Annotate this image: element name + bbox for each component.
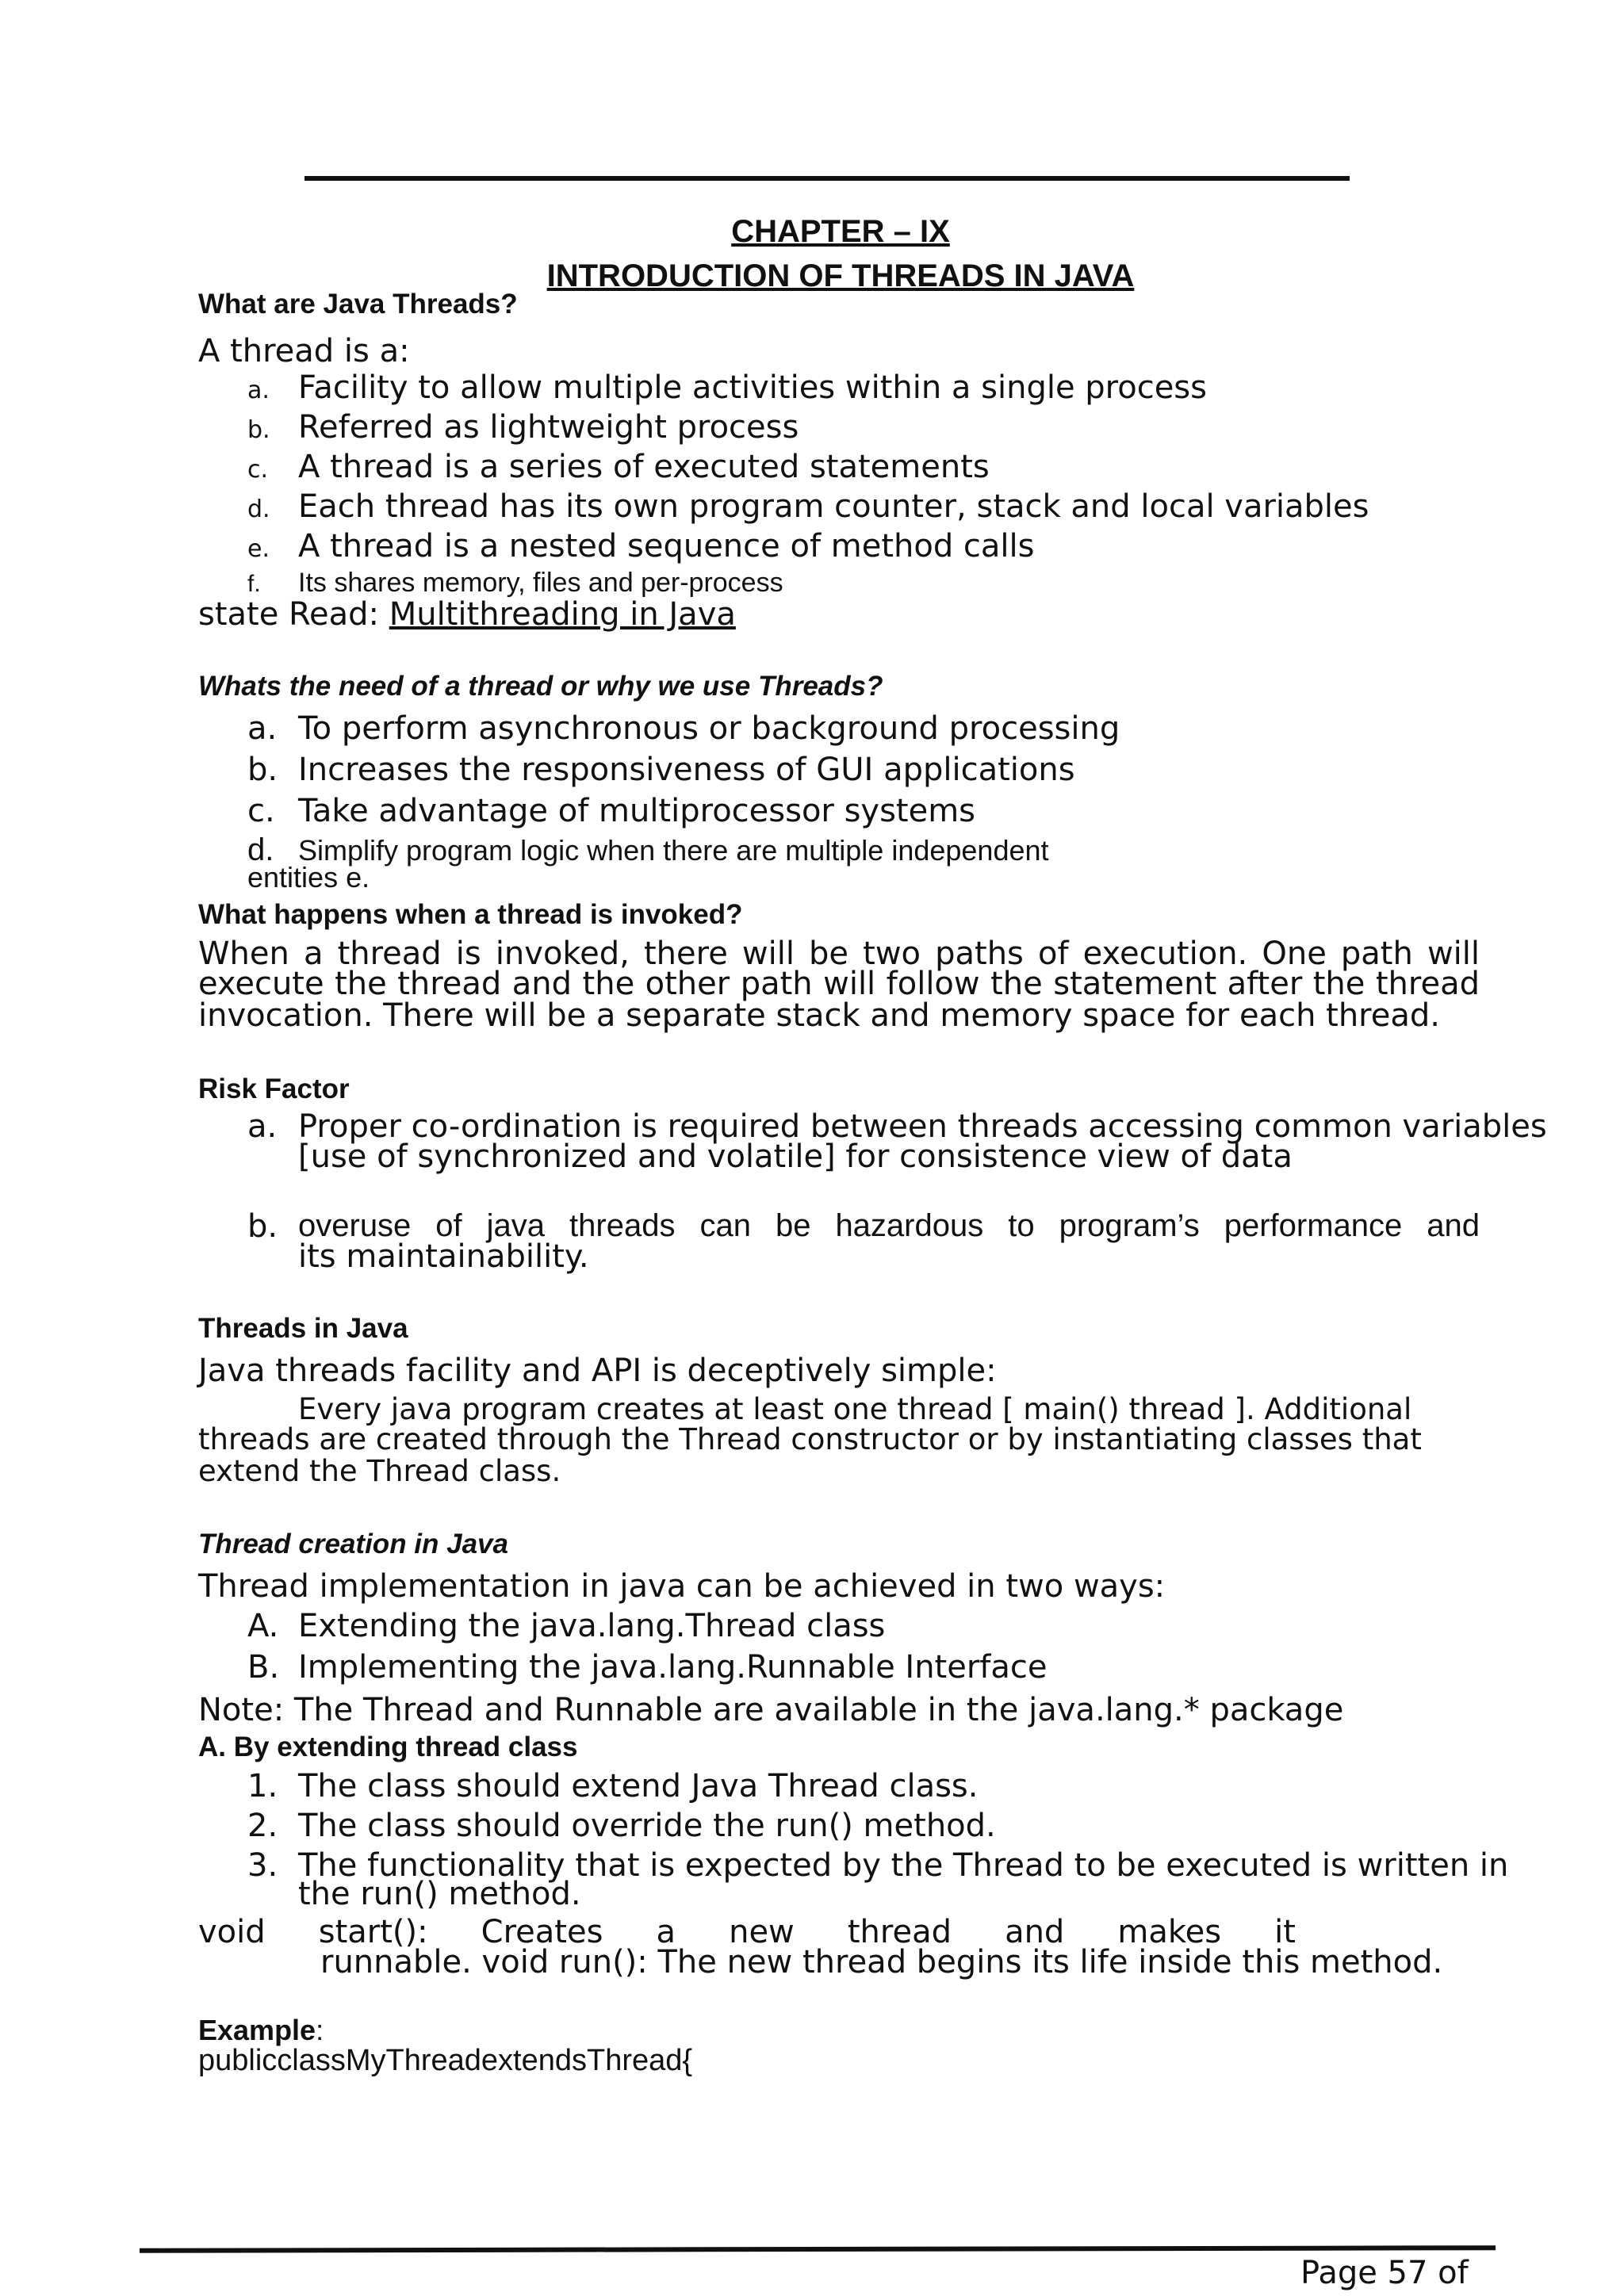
top-rule xyxy=(304,176,1350,181)
list-item: B. Implementing the java.lang.Runnable Interface xyxy=(247,1649,1048,1686)
list-item: f. Its shares memory, files and per-process xyxy=(247,568,783,598)
thread-intro: A thread is a: xyxy=(198,333,410,369)
list-item-continuation: the run() method. xyxy=(298,1876,581,1912)
list-item-continuation: its maintainability. xyxy=(298,1238,589,1275)
section-heading-extending-thread: A. By extending thread class xyxy=(198,1732,578,1762)
list-item: a. To perform asynchronous or background processing xyxy=(247,710,1120,747)
section-heading-threads-in-java: Threads in Java xyxy=(198,1313,408,1344)
list-item: a. Proper co-ordination is required between threads accessing common variables xyxy=(247,1108,1547,1145)
example-label: Example: xyxy=(198,2014,324,2046)
void-start-line: void start(): Creates a new thread and makes it xyxy=(198,1914,1296,1950)
paragraph-line: Every java program creates at least one thread [ main() thread ]. Additional xyxy=(298,1392,1412,1426)
list-item: 2. The class should override the run() method. xyxy=(247,1808,996,1844)
section-heading-java-threads: What are Java Threads? xyxy=(198,289,518,320)
paragraph-line: threads are created through the Thread constructor or by instantiating classes that xyxy=(198,1422,1422,1456)
list-continuation: entities e. xyxy=(247,861,370,894)
list-item: d. Simplify program logic when there are multiple independent xyxy=(247,832,1049,867)
list-item: d. Each thread has its own program counter, stack and local variables xyxy=(247,488,1369,525)
paragraph-line: execute the thread and the other path will follow the statement after the thread xyxy=(198,966,1480,1002)
example-code: publicclassMyThreadextendsThread{ xyxy=(198,2044,693,2077)
list-item: c. Take advantage of multiprocessor systems xyxy=(247,793,976,829)
void-run-line: runnable. void run(): The new thread begins its life inside this method. xyxy=(320,1944,1443,1980)
list-item: a. Facility to allow multiple activities within a single process xyxy=(247,369,1207,406)
section-heading-need-thread: Whats the need of a thread or why we use Threads? xyxy=(198,671,883,702)
list-item: b. Referred as lightweight process xyxy=(247,409,799,446)
list-item: 3. The functionality that is expected by the Thread to be executed is written in xyxy=(247,1847,1509,1884)
section-heading-thread-invoked: What happens when a thread is invoked? xyxy=(198,899,743,930)
paragraph-line: invocation. There will be a separate stack and memory space for each thread. xyxy=(198,997,1440,1034)
chapter-title: INTRODUCTION OF THREADS IN JAVA xyxy=(546,258,1135,293)
multithreading-link[interactable]: Multithreading in Java xyxy=(389,596,736,633)
list-item: b. Increases the responsiveness of GUI applications xyxy=(247,752,1075,788)
section-heading-thread-creation: Thread creation in Java xyxy=(198,1529,508,1559)
section-heading-risk-factor: Risk Factor xyxy=(198,1073,350,1104)
list-item: c. A thread is a series of executed statements xyxy=(247,449,990,485)
paragraph-line: When a thread is invoked, there will be two paths of execution. One path will xyxy=(198,936,1480,972)
list-item: b. overuse of java threads can be hazardous to program’s performance and xyxy=(247,1208,1480,1245)
paragraph-line: extend the Thread class. xyxy=(198,1454,561,1488)
bottom-rule xyxy=(140,2245,1496,2253)
read-more-line: state Read: Multithreading in Java xyxy=(198,596,736,633)
list-item-continuation: [use of synchronized and volatile] for consistence view of data xyxy=(298,1138,1293,1175)
page-number: Page 57 of xyxy=(1300,2255,1469,2291)
creation-intro: Thread implementation in java can be achieved in two ways: xyxy=(198,1568,1166,1605)
list-item: 1. The class should extend Java Thread class. xyxy=(247,1768,979,1804)
package-note: Note: The Thread and Runnable are available in the java.lang.* package xyxy=(198,1692,1344,1728)
list-item: e. A thread is a nested sequence of method calls xyxy=(247,528,1035,564)
chapter-label: CHAPTER – IX xyxy=(731,214,950,249)
threads-intro: Java threads facility and API is deceptively simple: xyxy=(198,1353,997,1389)
list-item: A. Extending the java.lang.Thread class xyxy=(247,1608,886,1644)
